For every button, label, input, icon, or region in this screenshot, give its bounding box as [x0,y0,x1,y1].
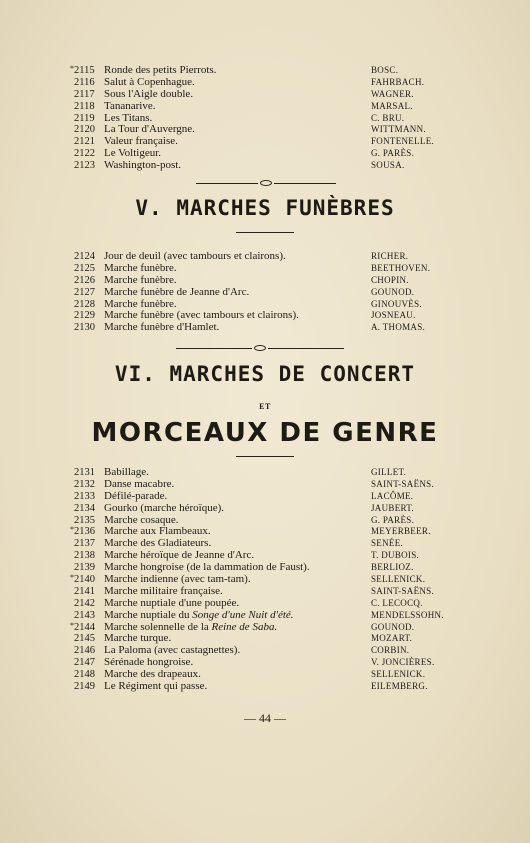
item-title: Marche aux Flambeaux. [104,525,211,538]
item-composer: MOZART. [371,633,413,644]
item-title: Ronde des petits Pierrots. [104,64,217,76]
section-vi-connector: ET [259,402,271,411]
item-composer: SAINT-SAËNS. [371,585,435,596]
section-vi-heading: VI. MARCHES DE CONCERT [114,362,416,386]
item-number: 2146 [74,645,95,657]
item-title: Sérénade hongroise. [104,656,194,669]
item-title: Marche funèbre d'Hamlet. [104,321,220,334]
list-item [74,503,474,515]
item-number: 2125 [74,262,95,274]
item-composer: WAGNER. [371,88,414,99]
item-title: Gourko (marche héroïque). [104,501,225,514]
item-composer: WITTMANN. [371,124,426,135]
item-number: 2140 [74,574,95,586]
item-number: 2139 [74,562,95,574]
item-number: 2116 [74,76,95,88]
ornament-divider [196,180,336,186]
item-number: 2149 [74,681,95,693]
item-title: Marche funèbre. [104,261,177,274]
item-title: Marche funèbre (avec tambours et clairons). [104,309,299,322]
heading-rule [236,232,294,233]
march-list-funebres [74,251,474,334]
march-list-top [70,64,474,172]
list-item [74,89,474,101]
asterisk-mark: * [70,525,74,535]
item-title: Marche indienne (avec tam-tam). [104,573,251,586]
item-title: Marche funèbre. [104,273,177,286]
asterisk-mark: * [70,620,74,630]
item-title: Marche nuptiale d'une poupée. [104,596,240,609]
item-number: 2142 [74,597,95,609]
item-composer: SAINT-SAËNS. [371,478,435,489]
march-list-concert [70,466,474,693]
section-v-heading: V. MARCHES FUNÈBRES [135,196,395,220]
item-title: Jour de deuil (avec tambours et clairons). [104,250,286,262]
item-number: 2129 [74,310,95,322]
item-composer: GOUNOD. [371,286,415,297]
item-title: La Tour d'Auvergne. [104,123,195,136]
item-number: 2134 [74,502,95,514]
item-composer: MENDELSSOHN. [371,609,444,620]
item-composer: MARSAL. [371,100,413,111]
item-number: 2121 [74,136,95,148]
item-composer: JOSNEAU. [371,310,416,321]
list-item [74,479,474,491]
item-title: Marche funèbre. [104,297,177,310]
item-composer: BOSC. [371,65,399,75]
item-composer: A. THOMAS. [371,322,426,333]
item-number: 2130 [74,322,95,334]
item-composer: V. JONCIÈRES. [371,657,435,668]
item-title: Sous l'Aigle double. [104,87,194,100]
item-composer: CHOPIN. [371,274,409,285]
ornament-divider [176,345,344,351]
item-number: 2120 [74,124,95,136]
item-number: 2137 [74,538,95,550]
item-title: Le Voltigeur. [104,147,162,160]
item-title: Washington-post. [104,159,182,172]
item-composer: RICHER. [371,251,409,261]
list-item [74,322,474,334]
item-composer: C. LECOCQ. [371,597,423,608]
item-title: Babillage. [104,466,149,478]
item-composer: BEETHOVEN. [371,262,431,273]
item-number: 2115 [74,65,95,76]
item-composer: GINOUVÈS. [371,298,422,309]
item-composer: BERLIOZ. [371,562,414,573]
item-composer: SELLENICK. [371,669,426,680]
item-title-italic: Reine de Saba. [211,620,278,633]
item-composer: G. PARÈS. [371,148,415,159]
item-composer: EILEMBERG. [371,681,428,692]
item-composer: JAUBERT. [371,502,414,513]
item-title-text: Marche solennelle de la [104,620,212,633]
item-title: Valeur française. [104,135,178,148]
item-composer: LACÔME. [371,490,414,501]
page-number: — 44 — [244,711,286,725]
item-number: 2141 [74,585,95,597]
list-item [74,287,474,299]
list-item [74,681,474,693]
item-composer: FAHRBACH. [371,76,425,87]
item-title: Salut à Copenhague. [104,75,195,88]
item-number: 2123 [74,160,95,172]
list-item [74,263,474,275]
item-composer: GOUNOD. [371,621,415,632]
list-item [74,160,474,172]
item-number: 2117 [74,88,95,100]
list-item [74,586,474,598]
item-title: Marche hongroise (de la dammation de Faust). [104,561,310,574]
list-item [74,77,474,89]
item-composer: CORBIN. [371,645,410,656]
item-number: 2131 [74,467,95,478]
item-number: 2124 [74,251,95,262]
list-item [74,491,474,503]
item-title: Marche turque. [104,632,172,645]
heading-rule [236,456,294,457]
item-composer: SENÉE. [371,538,404,549]
item-title: Tananarive. [104,99,156,112]
item-number: 2127 [74,286,95,298]
item-title: Le Régiment qui passe. [104,680,208,693]
item-composer: SELLENICK. [371,574,426,585]
item-number: 2126 [74,274,95,286]
list-item [74,275,474,287]
item-title: Danse macabre. [104,477,175,490]
item-number: 2133 [74,490,95,502]
item-composer: MEYERBEER. [371,526,431,537]
item-title: Les Titans. [104,111,153,124]
item-number: 2119 [74,112,95,124]
item-number: 2144 [74,621,95,633]
item-title: Marche militaire française. [104,584,223,597]
item-number: 2147 [74,657,95,669]
item-composer: C. BRU. [371,112,405,123]
item-title-italic: Songe d'une Nuit d'été. [192,608,294,621]
item-composer: G. PARÈS. [371,514,415,525]
item-number: 2148 [74,669,95,681]
item-title: Marche cosaque. [104,513,179,526]
item-number: 2132 [74,478,95,490]
item-number: 2128 [74,298,95,310]
item-number: 2136 [74,526,95,538]
section-vi-subheading: MORCEAUX DE GENRE [91,418,439,448]
list-item [74,101,474,113]
asterisk-mark: * [70,64,74,73]
item-title: Défilé-parade. [104,489,168,502]
item-number: 2138 [74,550,95,562]
item-number: 2145 [74,633,95,645]
asterisk-mark: * [70,573,74,583]
item-title: Marche des drapeaux. [104,668,201,681]
item-number: 2135 [74,514,95,526]
item-title: Marche héroïque de Jeanne d'Arc. [104,549,255,562]
item-title: Marche des Gladiateurs. [104,537,212,550]
item-title: Marche funèbre de Jeanne d'Arc. [104,285,250,298]
item-title: La Paloma (avec castagnettes). [104,644,241,657]
item-number: 2122 [74,148,95,160]
item-composer: T. DUBOIS. [371,550,420,561]
item-title-text: Marche nuptiale du [104,608,193,621]
item-number: 2118 [74,100,95,112]
item-number: 2143 [74,609,95,621]
item-composer: GILLET. [371,467,407,477]
item-composer: FONTENELLE. [371,136,435,147]
item-composer: SOUSA. [371,160,405,171]
